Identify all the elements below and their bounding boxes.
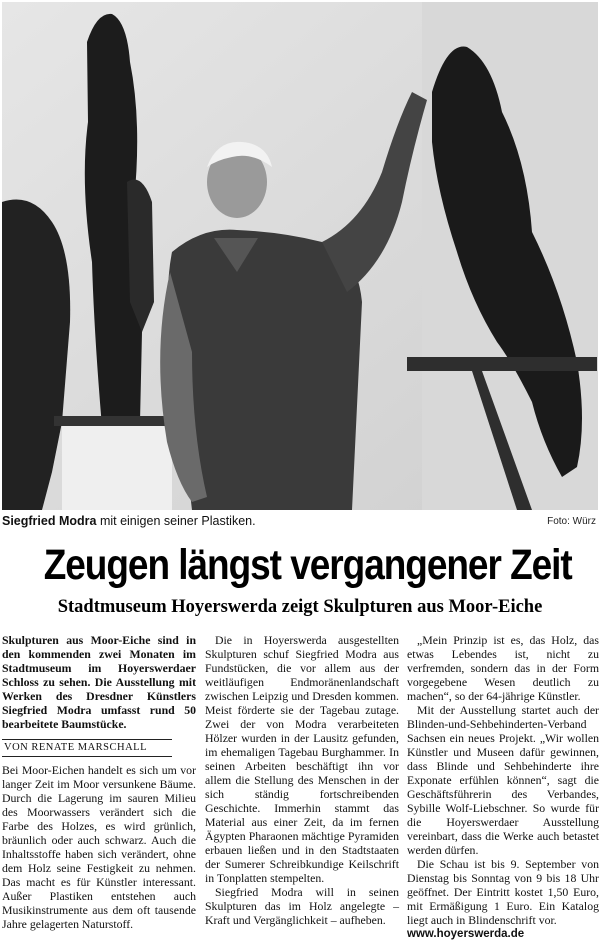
- byline: VON RENATE MARSCHALL: [2, 739, 172, 757]
- article-column-2: [205, 633, 399, 927]
- article-paragraph: Die Schau ist bis 9. September von Dienstag bis Sonntag von 9 bis 18 Uhr geöffnet. Der Eintritt kostet 1,50 Euro, mit Ermäßigung 1 Euro. Ein Katalog liegt auch in Blindenschrift vor.: [407, 857, 599, 927]
- article-paragraph: Bei Moor-Eichen handelt es sich um vor langer Zeit im Moor versunkene Bäume. Durch die Lagerung im sauren Milieu des Moorwassers verändert sich die Farbe des Holzes, es wird grünlich, bräunlich oder auch schwarz. Auch die Inhaltsstoffe haben sich verändert, ohne dem Holz seine Festigkeit zu nehmen. Das macht es für Künstler interessant. Außer Plastiken entstehen auch Musikinstrumente aus dem oft tausende Jahre gelagerten Naturstoff.: [2, 763, 196, 931]
- headline: Zeugen längst vergangener Zeit: [43, 541, 572, 589]
- caption-text: mit einigen seiner Plastiken.: [96, 514, 256, 528]
- article-column-1: [2, 633, 196, 931]
- website-link[interactable]: www.hoyerswerda.de: [407, 928, 525, 940]
- article-photo: [2, 2, 598, 510]
- article-paragraph: Mit der Ausstellung startet auch der Blinden-und-Sehbehinderten-Verband Sachsen ein neues Projekt. „Wir wollen Künstler und Museen dafür gewinnen, dass Blinde und Sehbehinderte ihre Exponate erfühlen können“, sagt die Geschäftsführerin des Verbandes, Sybille Wolf-Liebschner. So wurde für die Hoyerswerdaer Ausstellung vereinbart, dass die Werke auch betastet werden dürfen.: [407, 703, 599, 857]
- article-paragraph: „Mein Prinzip ist es, das Holz, das etwas Lebendes ist, nicht zu verfremden, sondern das in der Form vorgegebene Wesen deutlich zu machen“, so der 64-jährige Künstler.: [407, 633, 599, 703]
- article-paragraph: Die in Hoyerswerda ausgestellten Skulpturen schuf Siegfried Modra aus Fundstücken, die vor allem aus der weitläufigen Endmoränenlandschaft zwischen Leipzig und Dresden kommen. Meist förderte sie der Tagebau zutage. Zwei der von Modra verarbeiteten Hölzer wurden in der Lausitz gefunden, im ehemaligen Tagebau Burghammer. In seinen Arbeiten beschäftigt ihn vor allem die Stellung des Menschen in der sich ständig fortschreibenden Geschichte. Immerhin stammt das Material aus einer Zeit, da im fernen Ägypten Pharaonen mächtige Pyramiden erbauen ließen und in den Stadtstaaten der Sumerer Schreibkundige Keilschrift in Tonplatten stempelten.: [205, 633, 399, 885]
- article-lead: Skulpturen aus Moor-Eiche sind in den kommenden zwei Monaten im Stadtmuseum im Hoyerswerdaer Schloss zu sehen. Die Ausstellung mit Werken des Dresdner Künstlers Siegfried Modra umfasst rund 50 bearbeitete Baumstücke.: [2, 633, 196, 731]
- photo-credit: Foto: Würz: [547, 516, 596, 527]
- photo-caption: [2, 514, 256, 528]
- sculptor-photo-illustration: [2, 2, 598, 510]
- caption-name: Siegfried Modra: [2, 514, 97, 528]
- article-paragraph: Siegfried Modra will in seinen Skulpturen das im Holz angelegte – Kraft und Vergänglichkeit – aufheben.: [205, 885, 399, 927]
- subheadline: Stadtmuseum Hoyerswerda zeigt Skulpturen aus Moor-Eiche: [57, 597, 543, 617]
- article-column-3: [407, 633, 599, 941]
- photo-caption-row: [2, 514, 598, 532]
